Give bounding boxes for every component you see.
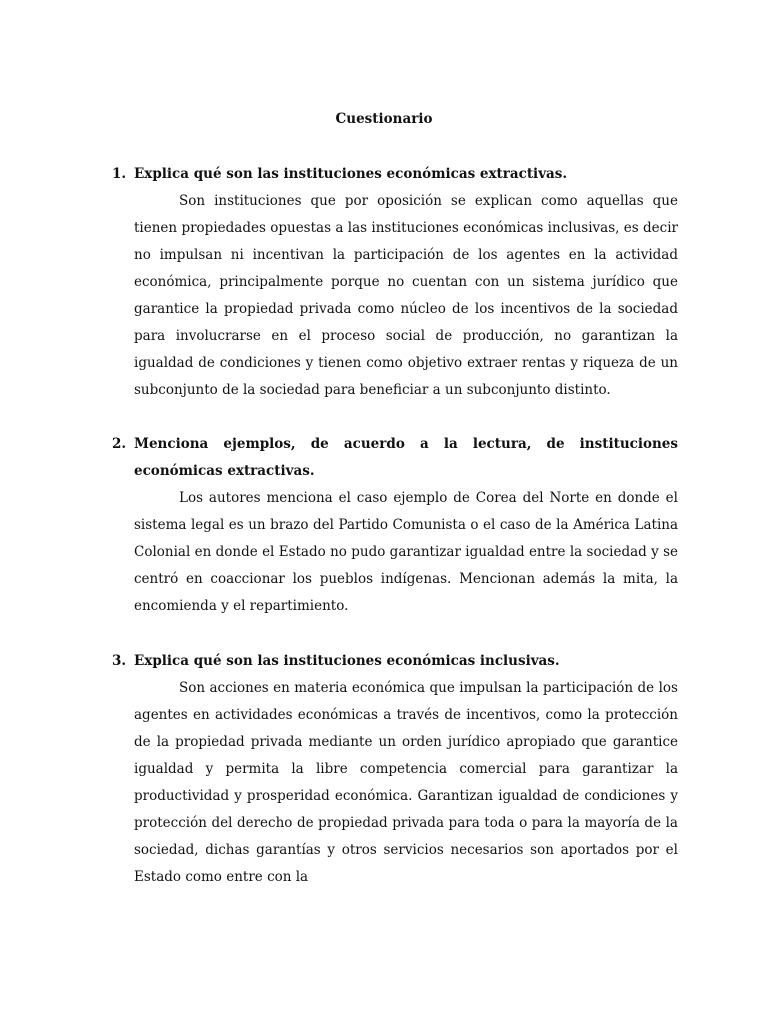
question-item [112,431,678,620]
question-heading-text: Menciona ejemplos, de acuerdo a la lectura, de instituciones económicas extractivas. [134,436,678,479]
answer-paragraph: Son instituciones que por oposición se explican como aquellas que tienen propiedades opuestas a las instituciones económicas inclusivas, es decir no impulsan ni incentivan la participación de los agentes en la actividad económica, principalmente porque no cuentan con un sistema jurídico que garantice la propiedad privada como núcleo de los incentivos de la sociedad para involucrarse en el proceso social de producción, no garantizan la igualdad de condiciones y tienen como objetivo extraer rentas y riqueza de un subconjunto de la sociedad para beneficiar a un subconjunto distinto. [134,193,678,398]
question-heading [112,161,678,188]
question-number: 2. [112,436,127,452]
answer-paragraph: Son acciones en materia económica que impulsan la participación de los agentes en actividades económicas a través de incentivos, como la protección de la propiedad privada mediante un orden jurídico apropiado que garantice igualdad y permita la libre competencia comercial para garantizar la productividad y prosperidad económica. Garantizan igualdad de condiciones y protección del derecho de propiedad privada para toda o para la mayoría de la sociedad, dichas garantías y otros servicios necesarios son aportados por el Estado como entre con la [134,680,678,885]
question-item [112,161,678,404]
question-number: 1. [112,166,127,182]
question-number: 3. [112,653,127,669]
document-title: Cuestionario [335,111,433,127]
question-heading-text: Explica qué son las instituciones económicas inclusivas. [134,653,560,669]
answer-paragraph: Los autores menciona el caso ejemplo de Corea del Norte en donde el sistema legal es un brazo del Partido Comunista o el caso de la América Latina Colonial en donde el Estado no pudo garantizar igualdad entre la sociedad y se centró en coaccionar los pueblos indígenas. Mencionan además la mita, la encomienda y el repartimiento. [134,490,678,614]
question-heading-text: Explica qué son las instituciones económicas extractivas. [134,166,568,182]
question-item [112,648,678,891]
question-heading [112,648,678,675]
question-heading [112,431,678,485]
